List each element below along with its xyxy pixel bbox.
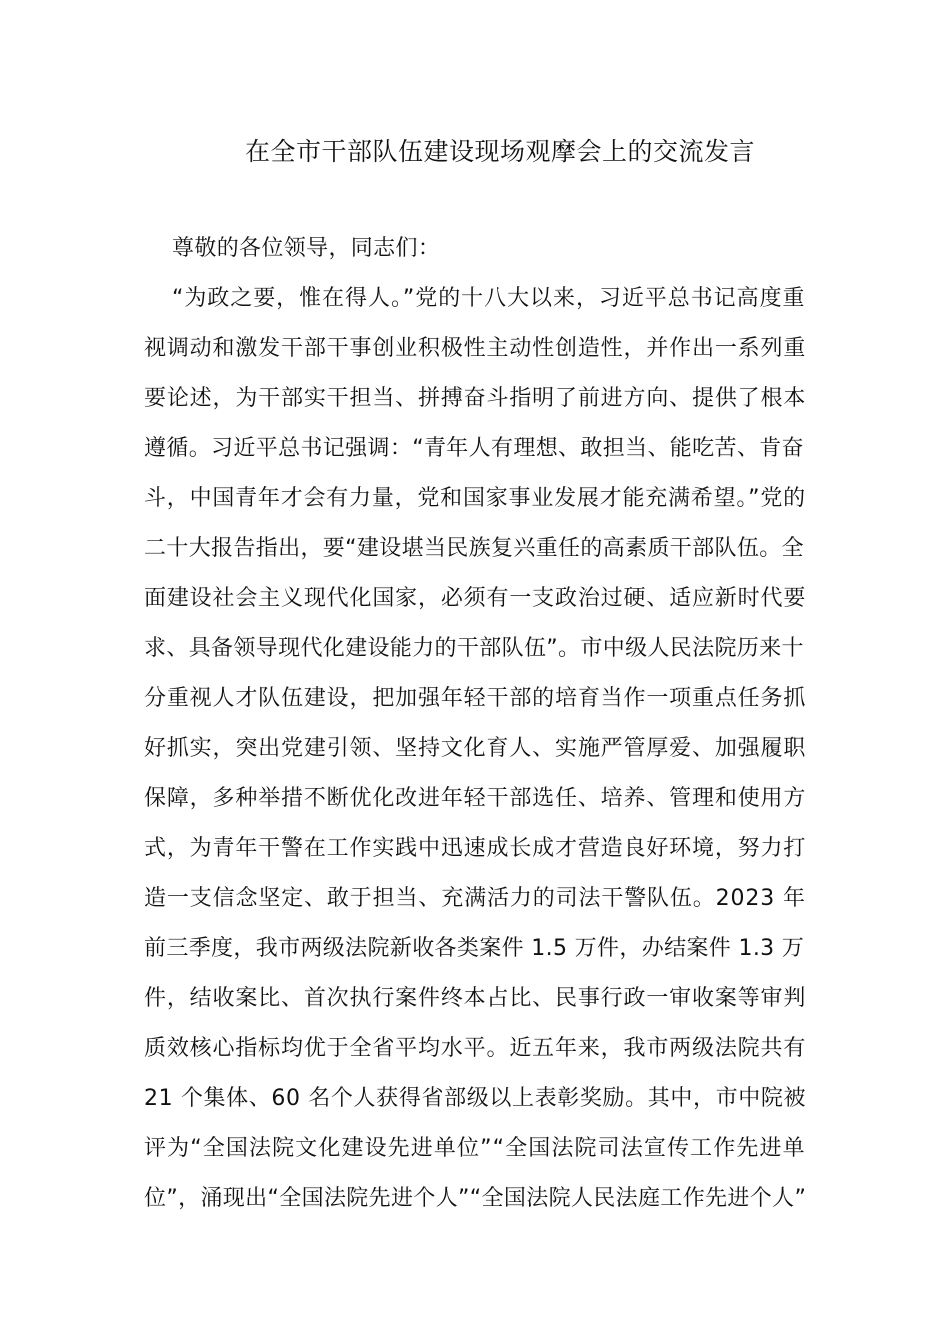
body-line: 斗，中国青年才会有力量，党和国家事业发展才能充满希望。”党的	[144, 486, 806, 511]
body-line: 保障，多种举措不断优化改进年轻干部选任、培养、管理和使用方	[144, 786, 807, 811]
body-line: 位”，涌现出“全国法院先进个人”“全国法院人民法庭工作先进个人”	[144, 1186, 807, 1211]
body-line: 遵循。习近平总书记强调：“青年人有理想、敢担当、能吃苦、肯奋	[144, 436, 804, 461]
body-line: 要论述，为干部实干担当、拼搏奋斗指明了前进方向、提供了根本	[144, 386, 807, 411]
document-title: 在全市干部队伍建设现场观摩会上的交流发言	[244, 137, 755, 166]
body-line: 好抓实，突出党建引领、坚持文化育人、实施严管厚爱、加强履职	[144, 736, 807, 761]
body-line: “为政之要，惟在得人。”党的十八大以来，习近平总书记高度重	[172, 286, 806, 311]
body-line: 造一支信念坚定、敢于担当、充满活力的司法干警队伍。2023 年	[144, 886, 806, 911]
body-line: 21 个集体、60 名个人获得省部级以上表彰奖励。其中，市中院被	[144, 1086, 807, 1111]
body-line: 件，结收案比、首次执行案件终本占比、民事行政一审收案等审判	[144, 986, 807, 1011]
body-line: 式，为青年干警在工作实践中迅速成长成才营造良好环境，努力打	[144, 836, 807, 861]
body-line: 视调动和激发干部干事创业积极性主动性创造性，并作出一系列重	[144, 336, 807, 361]
body-line: 质效核心指标均优于全省平均水平。近五年来，我市两级法院共有	[144, 1036, 807, 1061]
body-line: 求、具备领导现代化建设能力的干部队伍”。市中级人民法院历来十	[144, 636, 804, 661]
body-line: 前三季度，我市两级法院新收各类案件 1.5 万件，办结案件 1.3 万	[144, 936, 805, 961]
salutation: 尊敬的各位领导，同志们：	[172, 236, 441, 261]
body-line: 二十大报告指出，要“建设堪当民族复兴重任的高素质干部队伍。全	[144, 536, 804, 561]
body-line: 评为“全国法院文化建设先进单位”“全国法院司法宣传工作先进单	[144, 1136, 806, 1161]
body-line: 分重视人才队伍建设，把加强年轻干部的培育当作一项重点任务抓	[144, 686, 807, 711]
body-line: 面建设社会主义现代化国家，必须有一支政治过硬、适应新时代要	[144, 586, 807, 611]
